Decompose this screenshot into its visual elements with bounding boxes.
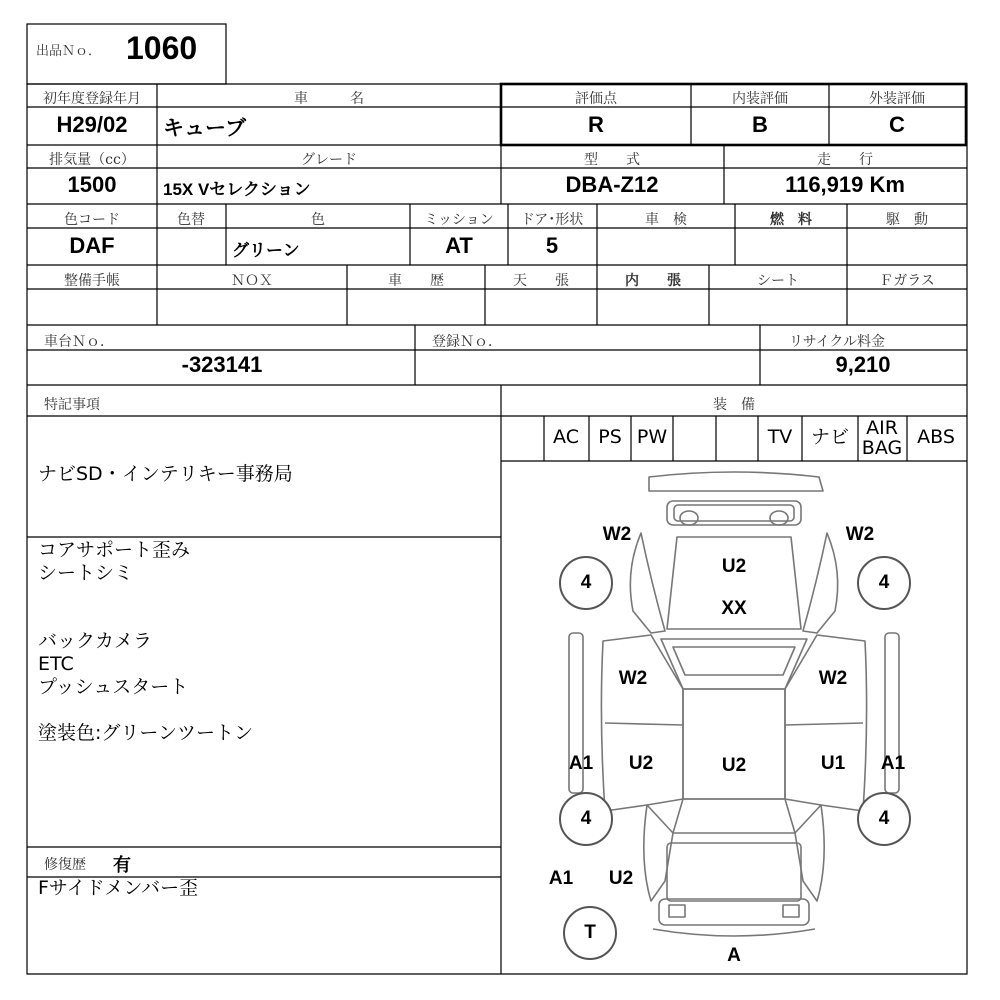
nox-label: ＮＯＸ [231, 273, 273, 289]
note-line: 塗装色:グリーンツートン [38, 722, 254, 744]
model-value: DBA-Z12 [565, 172, 659, 197]
displacement-label: 排気量（cc） [49, 152, 135, 168]
note-line: ナビSD・インテリキー事務局 [38, 463, 293, 485]
car-name-label: 車 名 [294, 91, 364, 107]
history-label: 車 歴 [388, 273, 444, 289]
tire-rear-left: 4 [559, 792, 613, 846]
damage-code: W2 [618, 668, 648, 689]
exterior-label: 外装評価 [869, 91, 925, 107]
color-change-label: 色替 [177, 212, 205, 228]
reg-no-label: 登録Ｎｏ． [432, 334, 502, 350]
equip-ps: PS [598, 426, 622, 448]
damage-code: U2 [721, 556, 747, 577]
registration-value: H29/02 [56, 112, 128, 137]
registration-label: 初年度登録年月 [43, 91, 141, 107]
drive-label: 駆 動 [886, 212, 928, 228]
fuel-label: 燃 料 [770, 212, 812, 228]
seat-label: シート [757, 273, 799, 289]
chassis-label: 車台Ｎｏ． [44, 334, 114, 350]
damage-code: W2 [845, 524, 875, 545]
car-body-diagram [501, 461, 967, 974]
repair-note: Fサイドメンバー歪 [38, 877, 199, 899]
car-name-value: キューブ [163, 117, 246, 140]
equip-ac: AC [553, 426, 579, 448]
note-line: プッシュスタート [38, 676, 189, 698]
interior-label: 内装評価 [732, 91, 788, 107]
lot-number: 1060 [126, 30, 198, 66]
interior-lining-label: 内 張 [625, 273, 681, 289]
lot-label: 出品Ｎｏ． [36, 44, 102, 59]
color-label: 色 [311, 212, 325, 228]
damage-code: U1 [820, 753, 846, 774]
note-line: ETC [38, 653, 74, 675]
note-line: コアサポート歪み [38, 539, 191, 561]
damage-code: A1 [568, 753, 594, 774]
fglass-label: Ｆガラス [879, 273, 935, 289]
grade-label: グレード [301, 152, 357, 168]
color-code-label: 色コード [64, 212, 120, 228]
damage-code: U2 [608, 868, 634, 889]
door-label: ドア･形状 [520, 212, 584, 228]
repair-history-value: 有 [113, 855, 131, 875]
damage-code: W2 [818, 668, 848, 689]
mileage-value: 116,919 Km [785, 172, 905, 197]
roof-label: 天 張 [513, 273, 569, 289]
exterior-value: C [889, 112, 905, 137]
color-value: グリーン [232, 241, 300, 260]
recycle-value: 9,210 [835, 352, 891, 377]
spare-tire: T [563, 906, 617, 960]
displacement-value: 1500 [67, 172, 117, 197]
equip-airbag-top: AIR [866, 417, 898, 439]
recycle-label: リサイクル料金 [788, 334, 886, 350]
chassis-value: -323141 [181, 352, 263, 377]
damage-code: A1 [880, 753, 906, 774]
inspection-label: 車 検 [645, 212, 687, 228]
equipment-label: 装 備 [713, 397, 755, 413]
grade-value: 15X Vセレクション [163, 180, 311, 199]
damage-code: W2 [602, 524, 632, 545]
color-code-value: DAF [69, 233, 115, 258]
tire-front-right: 4 [857, 556, 911, 610]
damage-code: U2 [721, 755, 747, 776]
damage-code: A [727, 945, 741, 966]
service-book-label: 整備手帳 [64, 273, 120, 289]
tire-rear-right: 4 [857, 792, 911, 846]
note-line: シートシミ [38, 562, 134, 584]
equip-tv: TV [767, 426, 793, 448]
door-value: 5 [545, 233, 559, 258]
score-value: R [588, 112, 604, 137]
interior-value: B [752, 112, 768, 137]
score-label: 評価点 [575, 91, 617, 107]
mileage-label: 走 行 [817, 152, 873, 168]
special-notes-label: 特記事項 [44, 397, 100, 413]
damage-code: XX [721, 598, 747, 619]
model-label: 型 式 [584, 152, 640, 168]
equip-navi: ナビ [810, 426, 850, 448]
equip-abs: ABS [917, 426, 955, 448]
equip-pw: PW [636, 426, 668, 448]
damage-code: A1 [548, 868, 574, 889]
mission-value: AT [445, 233, 473, 258]
damage-code: U2 [628, 753, 654, 774]
mission-label: ミッション [424, 212, 494, 228]
equip-airbag-bottom: BAG [861, 437, 903, 459]
tire-front-left: 4 [559, 556, 613, 610]
repair-history-label: 修復歴 [44, 857, 86, 873]
note-line: バックカメラ [38, 630, 153, 652]
